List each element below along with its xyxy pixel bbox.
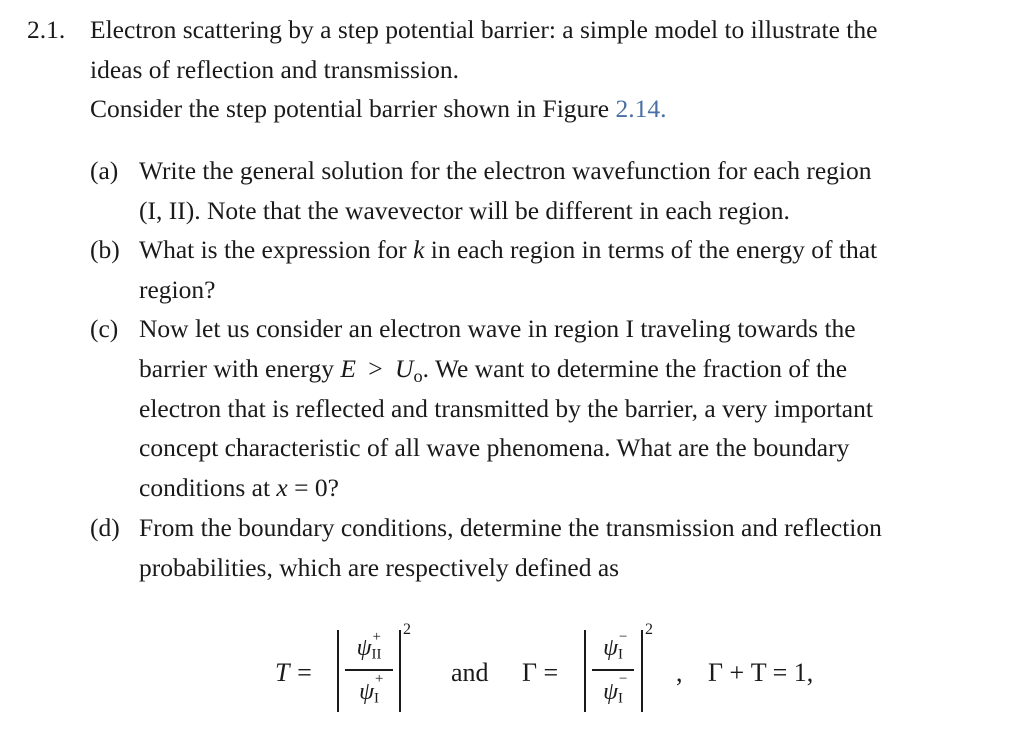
intro-text: Consider the step potential barrier shown in Figure	[90, 94, 610, 123]
part-c-line1: Now let us consider an electron wave in region I traveling towards the	[139, 314, 856, 343]
part-b-line1	[139, 237, 877, 263]
psi-symbol: ψ	[603, 679, 618, 705]
sub-I: I	[617, 646, 623, 663]
sup-plus: +	[374, 671, 384, 687]
part-a-label: (a)	[90, 156, 119, 185]
eq-T-abs-left	[337, 630, 339, 712]
sub-I: I	[617, 690, 623, 707]
part-d-line1: From the boundary conditions, determine the transmission and reflection	[139, 513, 882, 542]
eq-G-power: 2	[645, 621, 653, 638]
problem-number: 2.1.	[27, 15, 66, 44]
eq-T-lhs: T =	[275, 658, 314, 687]
figure-reference-link[interactable]: 2.14.	[615, 94, 667, 123]
part-c-text-pre: barrier with energy	[139, 354, 334, 383]
eq-Gamma-lhs: Γ =	[522, 658, 559, 687]
eq-T-abs-right	[399, 630, 401, 712]
problem-intro	[90, 96, 666, 122]
eq-T-denominator	[343, 671, 395, 707]
part-c-line4: concept characteristic of all wave phenomena. What are the boundary	[139, 433, 850, 462]
part-b-label: (b)	[90, 235, 120, 264]
symbol-gt: >	[368, 354, 383, 383]
psi-symbol: ψ	[356, 635, 372, 661]
var-x: x	[276, 473, 288, 502]
sup-minus: −	[618, 671, 628, 687]
var-E: E	[340, 354, 356, 383]
eq-T-power: 2	[403, 621, 411, 638]
var-k: k	[413, 235, 425, 264]
problem-title-line1: Electron scattering by a step potential barrier: a simple model to illustrate the	[90, 15, 878, 44]
part-b-text-pre: What is the expression for	[139, 235, 407, 264]
eq-G-abs-left	[584, 630, 586, 712]
part-b-line2: region?	[139, 275, 216, 304]
part-c-line5	[139, 475, 339, 501]
eq-and: and	[451, 658, 489, 687]
psi-symbol: ψ	[359, 679, 374, 705]
var-U: U	[395, 354, 414, 383]
eq-T-fraction-line	[345, 669, 393, 671]
eq-comma: ,	[676, 658, 683, 687]
problem-title-line2: ideas of reflection and transmission.	[90, 55, 459, 84]
part-d-line2: probabilities, which are respectively defined as	[139, 553, 620, 582]
eq-T-numerator	[343, 629, 395, 663]
part-a-line2: (I, II). Note that the wavevector will be different in each region.	[139, 196, 790, 225]
var-U-subscript: o	[413, 366, 423, 387]
eq-G-abs-right	[641, 630, 643, 712]
sub-II: II	[371, 646, 382, 663]
psi-symbol: ψ	[603, 635, 618, 661]
eq-G-fraction-line	[592, 669, 634, 671]
part-a-line1: Write the general solution for the electron wavefunction for each region	[139, 156, 872, 185]
part-c-text-post5: = 0?	[294, 473, 339, 502]
part-c-line2	[139, 356, 847, 386]
eq-G-numerator	[590, 629, 636, 663]
part-b-text-post: in each region in terms of the energy of that	[430, 235, 878, 264]
sub-I: I	[373, 690, 379, 707]
part-d-label: (d)	[90, 513, 120, 542]
part-c-text-pre5: conditions at	[139, 473, 271, 502]
sup-plus: +	[372, 629, 381, 645]
eq-G-denominator	[590, 671, 636, 707]
part-c-text-post: . We want to determine the fraction of the	[422, 354, 848, 383]
sup-minus: −	[618, 629, 628, 645]
eq-sum-rule: Γ + T = 1,	[708, 658, 814, 687]
part-c-label: (c)	[90, 314, 119, 343]
part-c-line3: electron that is reflected and transmitted by the barrier, a very important	[139, 394, 873, 423]
